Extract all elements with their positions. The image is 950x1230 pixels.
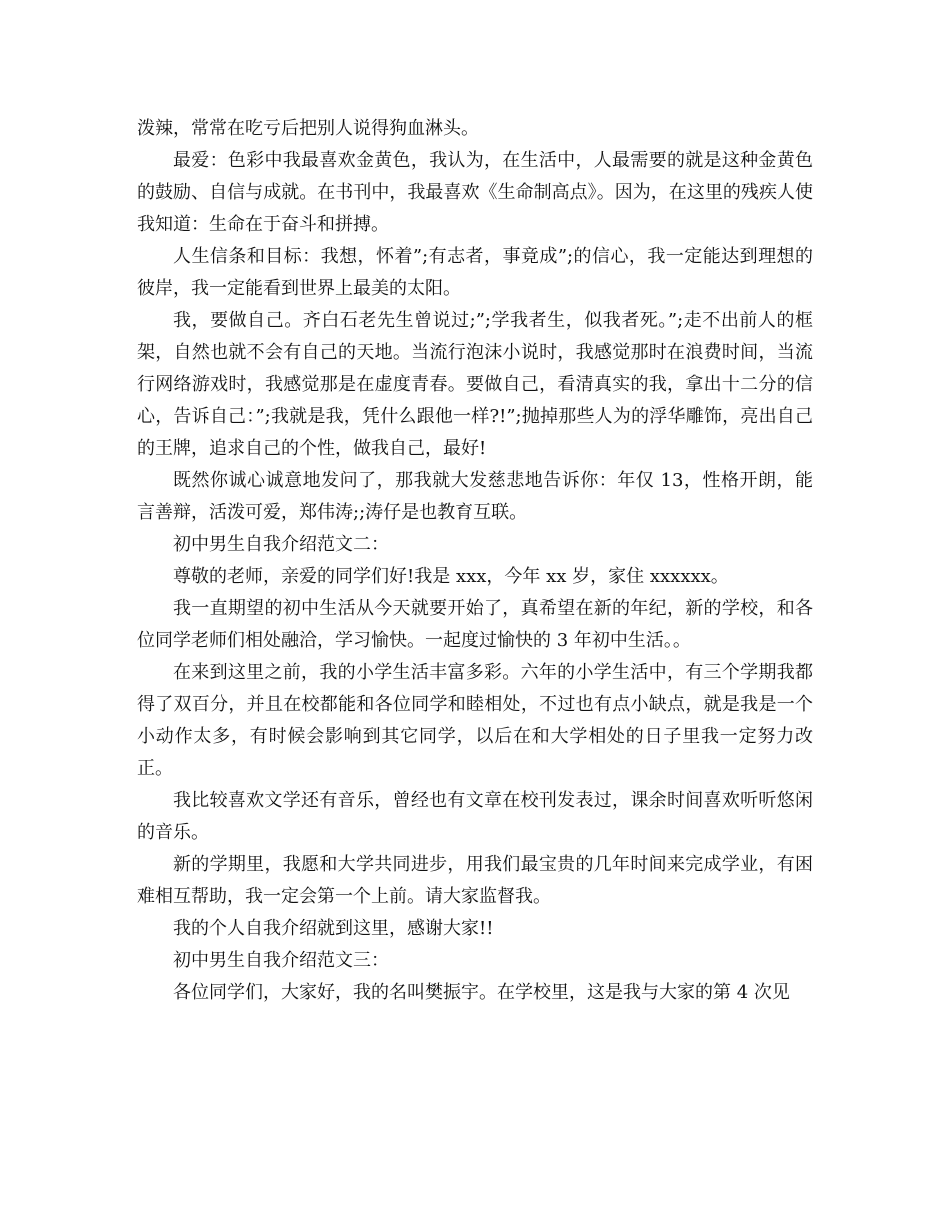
section-heading-sample-three: 初中男生自我介绍范文三：: [173, 950, 389, 971]
paragraph-hobbies: 我比较喜欢文学还有音乐，曾经也有文章在校刊发表过，课余时间喜欢听听悠闲的音乐。: [137, 790, 813, 843]
paragraph-be-myself: 我，要做自己。齐白石老先生曾说过;”;学我者生，似我者死。”;走不出前人的框架，自然也就不会有自己的天地。当流行泡沫小说时，我感觉那时在浪费时间，当流行网络游戏时，我感觉那是在虚度青春。要做自己，看清真实的我，拿出十二分的信心，告诉自己：”;我就是我，凭什么跟他一样?!”;抛掉那些人为的浮华雕饰，亮出自己的王牌，追求自己的个性，做我自己，最好!: [137, 310, 813, 459]
paragraph-continuation: 泼辣，常常在吃亏后把别人说得狗血淋头。: [137, 118, 479, 139]
paragraph-favorites: 最爱：色彩中我最喜欢金黄色，我认为，在生活中，人最需要的就是这种金黄色的鼓励、自信与成就。在书刊中，我最喜欢《生命制高点》。因为，在这里的残疾人使我知道：生命在于奋斗和拼搏。: [137, 150, 813, 235]
paragraph-closing: 我的个人自我介绍就到这里，感谢大家!!: [173, 918, 494, 939]
section-heading-sample-two: 初中男生自我介绍范文二：: [173, 534, 389, 555]
paragraph-greeting: 尊敬的老师，亲爱的同学们好!我是 xxx，今年 xx 岁，家住 xxxxxx。: [173, 566, 729, 587]
paragraph-self-description: 既然你诚心诚意地发问了，那我就大发慈悲地告诉你：年仅 13，性格开朗，能言善辩，活泼可爱，郑伟涛;;涛仔是也教育互联。: [137, 470, 813, 523]
paragraph-expectation: 我一直期望的初中生活从今天就要开始了，真希望在新的年纪，新的学校，和各位同学老师们相处融洽，学习愉快。一起度过愉快的 3 年初中生活。。: [137, 598, 813, 651]
paragraph-new-semester: 新的学期里，我愿和大学共同进步，用我们最宝贵的几年时间来完成学业，有困难相互帮助，我一定会第一个上前。请大家监督我。: [137, 854, 813, 907]
document-body: [137, 113, 813, 1009]
paragraph-sample-three-intro: 各位同学们，大家好，我的名叫樊振宇。在学校里，这是我与大家的第 4 次见: [173, 982, 790, 1003]
paragraph-primary-school: 在来到这里之前，我的小学生活丰富多彩。六年的小学生活中，有三个学期我都得了双百分，并且在校都能和各位同学和睦相处，不过也有点小缺点，就是我是一个小动作太多，有时候会影响到其它同学，以后在和大学相处的日子里我一定努力改正。: [137, 662, 813, 779]
paragraph-life-motto: 人生信条和目标：我想，怀着”;有志者，事竟成”;的信心，我一定能达到理想的彼岸，我一定能看到世界上最美的太阳。: [137, 246, 813, 299]
